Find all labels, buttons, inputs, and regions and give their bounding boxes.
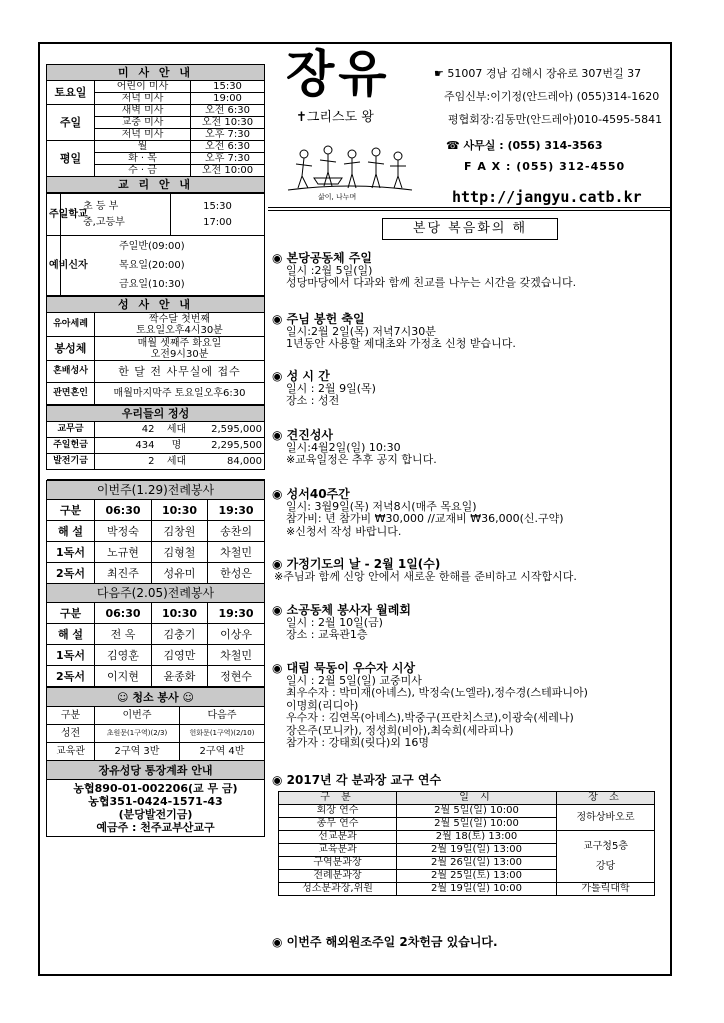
service-person: 송찬의: [208, 521, 265, 542]
group-name: 중,고등부: [83, 216, 125, 228]
news-line: 장소 : 성전: [286, 394, 340, 407]
sacrament-title: 성 사 안 내: [47, 297, 265, 313]
pastor-info: 주임신부:이기정(안드레아) (055)314-1620: [444, 90, 660, 103]
news-title: 성 시 간: [286, 369, 330, 383]
news-item: [272, 662, 588, 750]
mass-name: 수 · 금: [95, 165, 191, 177]
mass-time: 오전 10:00: [191, 165, 265, 177]
offering-unit: 세대: [157, 454, 197, 470]
news-item: [272, 370, 376, 408]
account-line: 농협351-0424-1571-43: [88, 795, 223, 808]
sacrament-label: 관면혼인: [47, 383, 95, 405]
news-line: 참가비: 년 참가비 ₩30,000 //교재비 ₩36,000(신.구약): [286, 512, 564, 525]
account-line: 농협890-01-002206(교 무 금): [73, 782, 238, 795]
final-note: [272, 936, 498, 949]
bullet-icon: ◉: [272, 251, 287, 265]
sacrament-label: 유아세례: [47, 313, 95, 337]
district-title: 2017년 각 분과장 교구 연수: [286, 773, 442, 787]
district-section: [272, 774, 441, 787]
header-rule-top: [268, 207, 672, 208]
service-role: 해 설: [47, 624, 95, 645]
news-item: [272, 558, 577, 583]
district-date: 2월 5일(일) 10:00: [397, 818, 557, 831]
service-person: 이지현: [95, 666, 152, 687]
service-next-week-title: 다음주(2.05)전례봉사: [47, 584, 265, 603]
mass-time: 오전 10:30: [191, 117, 265, 129]
left-column: [46, 64, 264, 837]
sacrament-label: 혼배성사: [47, 361, 95, 383]
news-line: ※교육일정은 추후 공지 합니다.: [286, 453, 437, 466]
office-phone-text: 사무실 : (055) 314-3563: [463, 139, 603, 152]
bullet-icon: ◉: [272, 773, 287, 787]
offering-label: 발전기금: [47, 454, 95, 470]
parish-motto: 삶이, 나누며: [318, 193, 357, 201]
bullet-icon: ◉: [272, 487, 287, 501]
cleaning-col-header: 구분: [47, 707, 95, 725]
service-person: 윤종화: [152, 666, 208, 687]
district-date: 2월 19일(일) 10:00: [397, 883, 557, 896]
sacrament-table: [46, 296, 265, 405]
sacrament-detail: 짝수달 첫번째 토요일오후4시30분: [95, 313, 265, 337]
address: [434, 65, 641, 81]
service-col-header: 10:30: [152, 500, 208, 521]
year-banner: 본당 복음화의 해: [382, 218, 558, 240]
mass-day: 주일: [47, 105, 95, 141]
service-role: 2독서: [47, 563, 95, 584]
news-item: [272, 313, 516, 351]
news-item: [272, 604, 411, 642]
district-date: 2월 25일(토) 13:00: [397, 870, 557, 883]
district-place: 교구청5층 강당: [557, 831, 655, 883]
service-person: 노규현: [95, 542, 152, 563]
district-name: 선교분과: [279, 831, 397, 844]
mass-time: 19:00: [191, 93, 265, 105]
mass-name: 새벽 미사: [95, 105, 191, 117]
cleaning-area: 성전: [47, 725, 95, 743]
service-person: 차철민: [208, 645, 265, 666]
map-pin-icon: ☛: [434, 67, 444, 80]
gathering-illustration-icon: [284, 140, 416, 195]
spacer: [47, 470, 265, 480]
sacrament-detail: 매월 셋째주 화요일 오전9시30분: [95, 337, 265, 361]
district-name: 총무 연수: [279, 818, 397, 831]
account-info: [47, 780, 265, 837]
fax-number: F A X : (055) 312-4550: [464, 160, 626, 173]
bullet-icon: ◉: [272, 557, 287, 571]
account-title: 장유성당 통장계좌 안내: [47, 761, 265, 780]
service-role: 1독서: [47, 542, 95, 563]
news-title: 견진성사: [286, 428, 334, 442]
news-title: 본당공동체 주일: [286, 251, 372, 265]
district-name: 회장 연수: [279, 805, 397, 818]
service-person: 김형철: [152, 542, 208, 563]
bullet-icon: ◉: [272, 369, 287, 383]
mass-title: 미 사 안 내: [47, 65, 265, 81]
cleaning-area: 교육관: [47, 743, 95, 761]
news-line: 최우수자 : 박미재(아녜스), 박정숙(노엘라),정수경(스테파니아): [286, 686, 588, 699]
parish-subtitle: ✝그리스도 왕: [296, 110, 374, 125]
bullet-icon: ◉: [272, 428, 287, 442]
service-col-header: 19:30: [208, 500, 265, 521]
website-url: http://jangyu.catb.kr: [452, 188, 642, 206]
news-line: 일시: 3월9일(목) 저녁8시(매주 목요일): [286, 499, 477, 513]
news-title: 소공동체 봉사자 월례회: [286, 603, 411, 617]
service-person: 김창원: [152, 521, 208, 542]
sunday-school-times: [171, 194, 265, 236]
news-title: 성서40주간: [286, 487, 350, 501]
mass-time: 오후 7:30: [191, 129, 265, 141]
offering-amount: 2,595,000: [197, 422, 265, 438]
cleaning-col-header: 다음주: [180, 707, 265, 725]
service-person: 최진주: [95, 563, 152, 584]
news-line: ※주님과 함께 신앙 안에서 새로운 한해를 준비하고 시작합시다.: [274, 569, 577, 583]
news-line: 장소 : 교육관1층: [286, 628, 368, 641]
service-person: 정현수: [208, 666, 265, 687]
district-table: [278, 791, 655, 896]
council-info: 평협회장:김동만(안드레아)010-4595-5841: [448, 113, 663, 126]
service-this-week-title: 이번주(1.29)전례봉사: [47, 481, 265, 500]
bullet-icon: ◉: [272, 312, 287, 326]
class-time: 목요일(20:00): [119, 260, 185, 271]
offering-count: 42: [95, 422, 157, 438]
district-place: 가톨릭대학: [557, 883, 655, 896]
edu-table: [46, 193, 265, 296]
offering-title: 우리들의 정성: [47, 406, 265, 422]
mass-name: 저녁 미사: [95, 129, 191, 141]
address-text: 51007 경남 김해시 장유로 307번길 37: [447, 67, 642, 80]
district-name: 성소분과장,위원: [279, 883, 397, 896]
district-col-header: 장 소: [557, 792, 655, 805]
service-person: 한성은: [208, 563, 265, 584]
offering-unit: 명: [157, 438, 197, 454]
cleaning-group: 2구역 4반: [180, 743, 265, 761]
offering-table: [46, 405, 265, 480]
group-time: 17:00: [203, 216, 232, 228]
offering-unit: 세대: [157, 422, 197, 438]
class-time: 주일반(09:00): [119, 241, 185, 252]
district-date: 2월 5일(일) 10:00: [397, 805, 557, 818]
service-person: 성유미: [152, 563, 208, 584]
cleaning-group: 초원문(1구역)(2/3): [95, 725, 180, 743]
service-col-header: 06:30: [95, 603, 152, 624]
service-role: 2독서: [47, 666, 95, 687]
offering-amount: 84,000: [197, 454, 265, 470]
service-col-header: 19:30: [208, 603, 265, 624]
sacrament-label: 봉성체: [47, 337, 95, 361]
news-title: 가정기도의 날 - 2월 1일(수): [286, 557, 441, 571]
mass-time: 15:30: [191, 81, 265, 93]
account-line: 예금주 : 천주교부산교구: [96, 821, 215, 834]
service-col-header: 구분: [47, 603, 95, 624]
bullet-icon: ◉: [272, 661, 287, 675]
offering-count: 434: [95, 438, 157, 454]
mass-name: 월: [95, 141, 191, 153]
service-person: 이상우: [208, 624, 265, 645]
edu-title: 교 리 안 내: [47, 177, 265, 193]
news-line: 성당마당에서 다과와 함께 친교를 나누는 시간을 갖겠습니다.: [286, 276, 577, 289]
cleaning-table: [46, 687, 265, 837]
news-line: 일시:2월 2일(목) 저녁7시30분: [286, 324, 436, 338]
offering-label: 주일헌금: [47, 438, 95, 454]
bullet-icon: ◉: [272, 603, 287, 617]
offering-label: 교무금: [47, 422, 95, 438]
sacrament-detail: 한 달 전 사무실에 접수: [95, 361, 265, 383]
news-line: 일시 : 2월 5일(일) 교중미사: [286, 673, 422, 687]
service-person: 차철민: [208, 542, 265, 563]
news-line: 참가자 : 강태희(릿다)외 16명: [286, 736, 430, 749]
district-date: 2월 19일(일) 13:00: [397, 844, 557, 857]
sacrament-detail: 매월마지막주 토요일오후6:30: [95, 383, 265, 405]
group-name: 초 등 부: [83, 200, 119, 212]
service-person: 김영훈: [95, 645, 152, 666]
service-person: 김영만: [152, 645, 208, 666]
office-phone: [446, 137, 602, 153]
news-title: 대림 묵동이 우수자 시상: [286, 661, 416, 675]
service-person: 김충기: [152, 624, 208, 645]
mass-table: [46, 64, 265, 193]
mass-day: 토요일: [47, 81, 95, 105]
offering-amount: 2,295,500: [197, 438, 265, 454]
news-line: 일시 :2월 5일(일): [286, 263, 373, 277]
district-col-header: 일 시: [397, 792, 557, 805]
news-line: ※신청서 작성 바랍니다.: [286, 524, 402, 538]
group-time: 15:30: [203, 200, 232, 212]
news-line: 이명희(리디아): [286, 698, 359, 712]
cleaning-col-header: 이번주: [95, 707, 180, 725]
news-title: 주님 봉헌 축일: [286, 312, 365, 326]
mass-name: 어린이 미사: [95, 81, 191, 93]
news-item: [272, 252, 576, 290]
bullet-icon: ◉: [272, 935, 287, 949]
mass-name: 교중 미사: [95, 117, 191, 129]
news-line: 일시:4월2일(일) 10:30: [286, 440, 401, 454]
account-line: (분당발전기금): [118, 808, 193, 821]
phone-icon: ☎: [446, 139, 460, 152]
mass-time: 오전 6:30: [191, 141, 265, 153]
offering-count: 2: [95, 454, 157, 470]
catechumen-classes: [61, 236, 265, 296]
service-col-header: 06:30: [95, 500, 152, 521]
service-role: 1독서: [47, 645, 95, 666]
cleaning-group: 헌화문(1구역)(2/10): [180, 725, 265, 743]
final-note-text: 이번주 해외원조주일 2차헌금 있습니다.: [286, 935, 498, 949]
news-line: 일시 : 2월 9일(목): [286, 381, 376, 395]
news-line: 일시 : 2월 10일(금): [286, 615, 383, 629]
service-role: 해 설: [47, 521, 95, 542]
news-line: 우수자 : 김연목(아녜스),박중구(프란치스코),이광숙(세레나): [286, 711, 574, 724]
news-item: [272, 488, 564, 538]
service-col-header: 구분: [47, 500, 95, 521]
district-name: 구역분과장: [279, 857, 397, 870]
sunday-school-label: 주일학교: [47, 194, 61, 236]
district-date: 2월 18(토) 13:00: [397, 831, 557, 844]
service-this-week-table: [46, 480, 265, 687]
mass-day: 평일: [47, 141, 95, 177]
district-col-header: 구 분: [279, 792, 397, 805]
district-name: 교육분과: [279, 844, 397, 857]
news-item: [272, 429, 437, 467]
district-place: 정하상바오로: [557, 805, 655, 831]
header-rule-bottom: [268, 210, 672, 211]
mass-time: 오전 6:30: [191, 105, 265, 117]
service-col-header: 10:30: [152, 603, 208, 624]
mass-name: 화 · 목: [95, 153, 191, 165]
service-person: 전 옥: [95, 624, 152, 645]
district-name: 전례분과장: [279, 870, 397, 883]
cleaning-title: ☺ 청소 봉사 ☺: [47, 688, 265, 707]
service-person: 박정숙: [95, 521, 152, 542]
cleaning-group: 2구역 3반: [95, 743, 180, 761]
class-time: 금요일(10:30): [119, 279, 185, 290]
mass-name: 저녁 미사: [95, 93, 191, 105]
catechumen-label: 예비신자: [47, 236, 61, 296]
news-line: 장은주(모니카), 정성희(비아),최숙희(세라피나): [286, 723, 514, 737]
parish-logo: 장유: [286, 44, 391, 103]
district-date: 2월 26일(일) 13:00: [397, 857, 557, 870]
news-line: 1년동안 사용할 제대초와 가정초 신청 받습니다.: [286, 337, 516, 350]
mass-time: 오후 7:30: [191, 153, 265, 165]
